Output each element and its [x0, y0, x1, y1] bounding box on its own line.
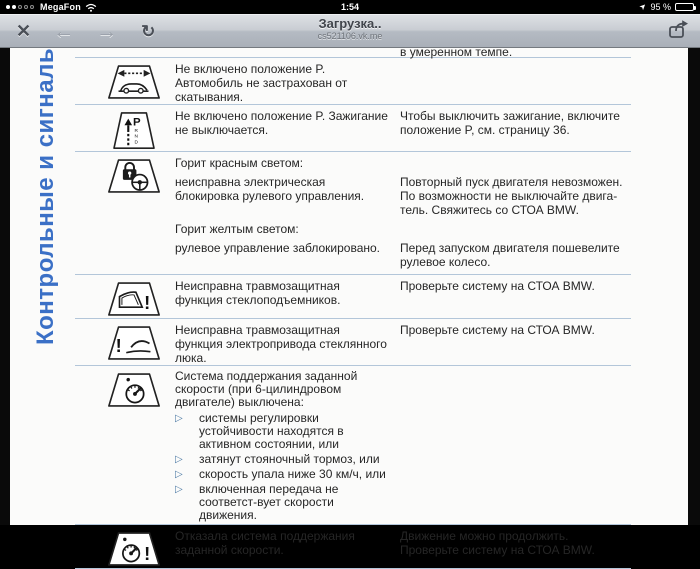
symptom-text: Система поддержания заданной скорости (при 6-цилиндровом двигателе) выключена: — [175, 369, 358, 409]
bullet-text: затянут стояночный тормоз, или — [199, 452, 380, 466]
warning-lamp-table — [75, 45, 631, 569]
symptom-text: Не включено положение P. Зажигание не выключается. — [175, 109, 388, 137]
table-row-partial — [75, 45, 631, 59]
carrier-label: MegaFon — [40, 2, 81, 12]
gear-position-p-icon — [105, 111, 163, 151]
clock-label: 1:54 — [340, 2, 359, 12]
bullet-triangle-icon: ▷ — [175, 484, 183, 495]
browser-toolbar — [0, 14, 700, 48]
action-text: Чтобы выключить зажигание, включите положение P, см. страницу 36. — [400, 109, 620, 137]
bullet-text: системы регулировки устойчивости находятся в активном состоянии, или — [199, 411, 344, 451]
partial-row-text: в умеренном темпе. — [400, 45, 513, 59]
symptom-text: Горит желтым светом: — [175, 222, 299, 236]
symptom-text: Отказала система поддержания заданной скорости. — [175, 529, 355, 557]
symptom-text: неисправна электрическая блокировка рулевого управления. — [175, 175, 365, 203]
share-button[interactable] — [667, 19, 690, 43]
table-row — [75, 275, 631, 319]
table-row — [75, 58, 631, 105]
table-row — [75, 105, 631, 152]
back-button[interactable]: ← — [53, 19, 75, 43]
bullet-text: включенная передача не соответст-вует скорости движения. — [199, 482, 339, 522]
bullet-triangle-icon: ▷ — [175, 413, 183, 424]
refresh-button[interactable]: ↻ — [141, 21, 156, 41]
svg-text:P: P — [133, 116, 141, 129]
list-item — [175, 468, 388, 481]
battery-percent-label: 95 % — [650, 2, 671, 12]
action-text: Повторный пуск двигателя невозможен. По возможности не выключайте двига-тель. Свяжитесь со СТОА BMW. — [400, 175, 623, 217]
symptom-text: Не включено положение P. Автомобиль не застрахован от скатывания. — [175, 62, 348, 104]
symptom-text: Неисправна травмозащитная функция электропривода стеклянного люка. — [175, 323, 387, 365]
table-row — [75, 366, 631, 525]
window-pinch-warning-icon — [105, 281, 163, 318]
svg-text:!: ! — [144, 292, 151, 314]
steering-lock-icon — [105, 158, 163, 195]
forward-button[interactable]: → — [96, 19, 118, 43]
close-button[interactable]: ✕ — [16, 21, 32, 41]
table-row — [75, 525, 631, 569]
bullet-triangle-icon: ▷ — [175, 454, 183, 465]
table-row — [75, 319, 631, 366]
svg-text:D: D — [134, 140, 138, 146]
page-title-block — [318, 16, 383, 41]
table-row — [75, 152, 631, 275]
cruise-control-failure-icon — [105, 531, 163, 568]
status-bar — [0, 0, 700, 14]
chapter-side-title: Контрольные и сигналь — [32, 47, 59, 345]
list-item — [175, 483, 388, 522]
action-text: Проверьте систему на СТОА BMW. — [400, 323, 595, 337]
svg-text:R: R — [134, 128, 138, 134]
document-page — [10, 45, 688, 565]
bullet-text: скорость упала ниже 30 км/ч, или — [199, 467, 386, 481]
page-url: cs521106.vk.me — [317, 31, 383, 41]
location-arrow-icon: ➤ — [637, 1, 649, 13]
battery-icon — [675, 3, 694, 11]
bullet-triangle-icon: ▷ — [175, 469, 183, 480]
list-item — [175, 453, 388, 466]
cruise-control-off-icon — [105, 372, 163, 409]
page-title: Загрузка.. — [318, 16, 382, 31]
symptom-text: рулевое управление заблокировано. — [175, 241, 381, 255]
svg-text:!: ! — [144, 543, 151, 565]
list-item — [175, 412, 388, 451]
action-text: Перед запуском двигателя пошевелите рулевое колесо. — [400, 241, 620, 269]
svg-text:N: N — [134, 134, 138, 140]
symptom-text: Горит красным светом: — [175, 156, 304, 170]
share-icon — [667, 19, 690, 40]
sunroof-pinch-warning-icon — [105, 325, 163, 362]
action-text: Проверьте систему на СТОА BMW. — [400, 279, 595, 293]
svg-text:!: ! — [115, 335, 122, 357]
parking-rollaway-warning-icon — [105, 64, 163, 101]
document-viewport[interactable] — [0, 45, 700, 565]
action-text: Движение можно продолжить. Проверьте систему на СТОА BMW. — [400, 529, 595, 557]
symptom-text: Неисправна травмозащитная функция стеклоподъемников. — [175, 279, 341, 307]
